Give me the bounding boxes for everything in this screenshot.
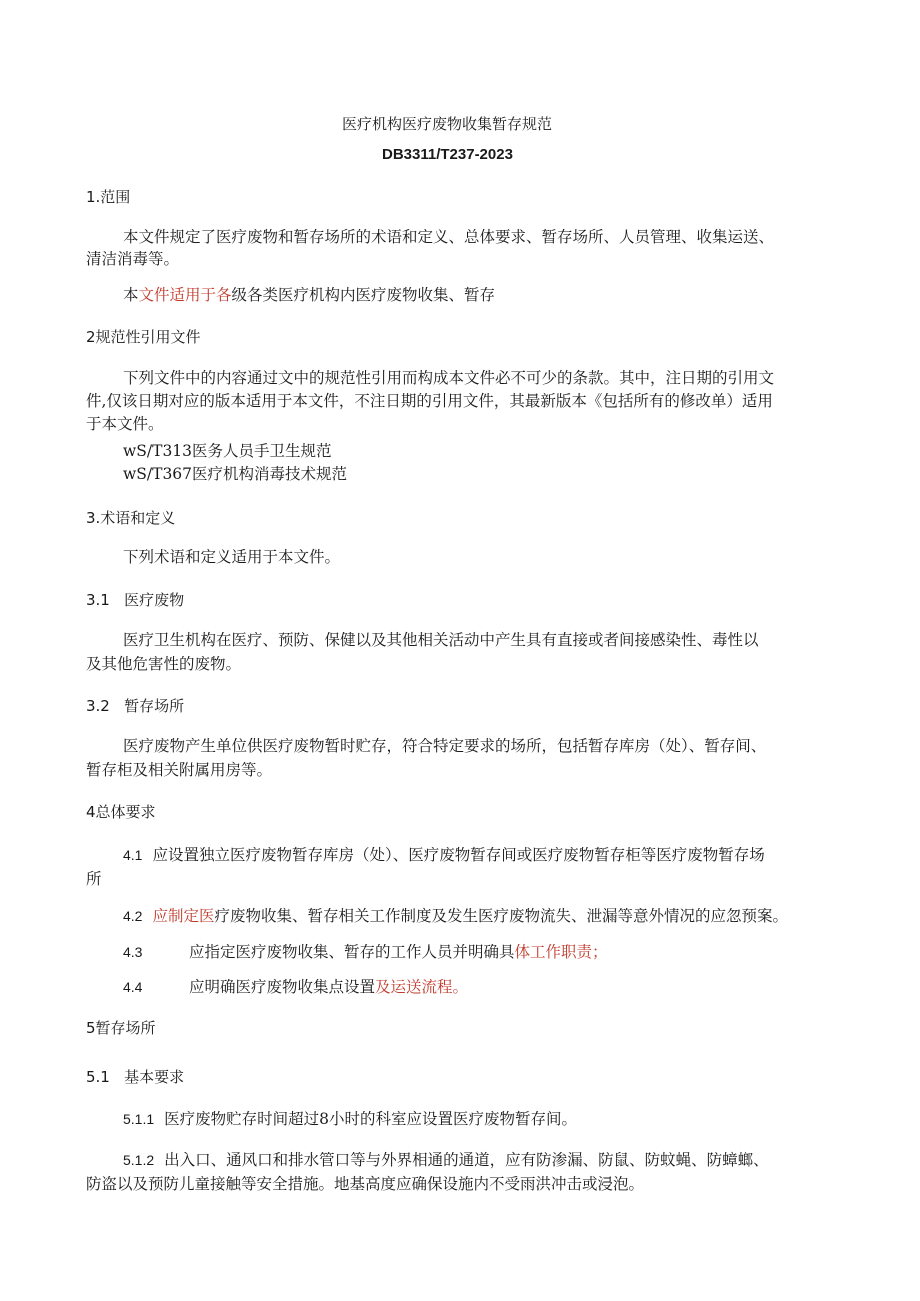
item-4-2-text: 疗废物收集、暂存相关工作制度及发生医疗废物流失、泄漏等意外情况的应忽预案。 xyxy=(214,907,788,925)
item-4-1-number: 4.1 xyxy=(123,847,143,863)
item-5-1-1-text: 医疗废物贮存时间超过8小时的科室应设置医疗废物暂存间。 xyxy=(164,1110,578,1128)
item-4-3-number: 4.3 xyxy=(123,944,143,960)
section-3-2-line-2: 暂存柜及相关附属用房等。 xyxy=(86,761,273,779)
item-4-1-text: 应设置独立医疗废物暂存库房（处）、医疗废物暂存间或医疗废物暂存柜等医疗废物暂存场 xyxy=(152,846,765,864)
reference-ws-t367: wS/T367医疗机构消毒技术规范 xyxy=(123,465,348,483)
p2-part-highlight: 文件适用于各 xyxy=(138,286,232,304)
section-2-paragraph-line-2: 件,仅该日期对应的版本适用于本文件，不注日期的引用文件，其最新版本《包括所有的修改单）适用 xyxy=(86,392,773,410)
item-5-1-2-number: 5.1.2 xyxy=(123,1152,155,1168)
section-3-heading: 3.术语和定义 xyxy=(86,509,176,527)
section-2-paragraph-line-3: 于本文件。 xyxy=(86,415,164,433)
item-4-4-number: 4.4 xyxy=(123,979,143,995)
section-1-paragraph-1-line-1: 本文件规定了医疗废物和暂存场所的术语和定义、总体要求、暂存场所、人员管理、收集运送、 xyxy=(123,228,775,246)
document-title: 医疗机构医疗废物收集暂存规范 xyxy=(342,115,553,133)
section-1-paragraph-2 xyxy=(123,283,495,307)
item-4-3-text: 应指定医疗废物收集、暂存的工作人员并明确具 xyxy=(189,943,515,961)
item-5-1-2-text: 出入口、通风口和排水管口等与外界相通的通道，应有防渗漏、防鼠、防蚊蝇、防蟑螂、 xyxy=(164,1151,769,1169)
section-3-2-line-1: 医疗废物产生单位供医疗废物暂时贮存，符合特定要求的场所，包括暂存库房（处）、暂存间、 xyxy=(123,737,767,755)
item-4-3-highlight: 体工作职责； xyxy=(514,943,608,961)
section-3-1-line-2: 及其他危害性的废物。 xyxy=(86,655,242,673)
section-1-paragraph-1-line-2: 清洁消毒等。 xyxy=(86,250,180,268)
section-3-1-heading: 3.1 医疗废物 xyxy=(86,591,185,609)
section-1-heading: 1.范围 xyxy=(86,188,131,206)
reference-ws-t313: wS/T313医务人员手卫生规范 xyxy=(123,442,332,460)
section-5-1-heading: 5.1 基本要求 xyxy=(86,1068,185,1086)
p2-part-c: 级各类医疗机构内医疗废物收集、暂存 xyxy=(231,286,496,304)
section-4-heading: 4总体要求 xyxy=(86,803,156,821)
p2-part-a: 本 xyxy=(123,286,139,304)
section-3-2-heading: 3.2 暂存场所 xyxy=(86,697,185,715)
item-4-2 xyxy=(123,904,788,928)
item-5-1-1-number: 5.1.1 xyxy=(123,1111,155,1127)
section-5-heading: 5暂存场所 xyxy=(86,1019,156,1037)
section-3-1-line-1: 医疗卫生机构在医疗、预防、保健以及其他相关活动中产生具有直接或者间接感染性、毒性以 xyxy=(123,631,759,649)
item-4-2-number: 4.2 xyxy=(123,908,143,924)
item-5-1-2-line-2: 防盗以及预防儿童接触等安全措施。地基高度应确保设施内不受雨洪冲击或浸泡。 xyxy=(86,1175,645,1193)
section-2-paragraph-line-1: 下列文件中的内容通过文中的规范性引用而构成本文件必不可少的条款。其中，注日期的引用文 xyxy=(123,369,775,387)
item-4-1 xyxy=(123,843,765,867)
item-4-3 xyxy=(123,940,608,964)
item-4-4 xyxy=(123,975,468,999)
section-3-paragraph: 下列术语和定义适用于本文件。 xyxy=(123,548,341,566)
document-code: DB3311/T237-2023 xyxy=(382,146,513,163)
item-4-1-line-2: 所 xyxy=(86,870,102,888)
item-5-1-2 xyxy=(123,1148,769,1172)
item-4-2-highlight: 应制定医 xyxy=(152,907,215,925)
item-4-4-text: 应明确医疗废物收集点设置 xyxy=(189,978,376,996)
item-5-1-1 xyxy=(123,1107,577,1131)
item-4-4-highlight: 及运送流程。 xyxy=(375,978,469,996)
section-2-heading: 2规范性引用文件 xyxy=(86,328,201,346)
